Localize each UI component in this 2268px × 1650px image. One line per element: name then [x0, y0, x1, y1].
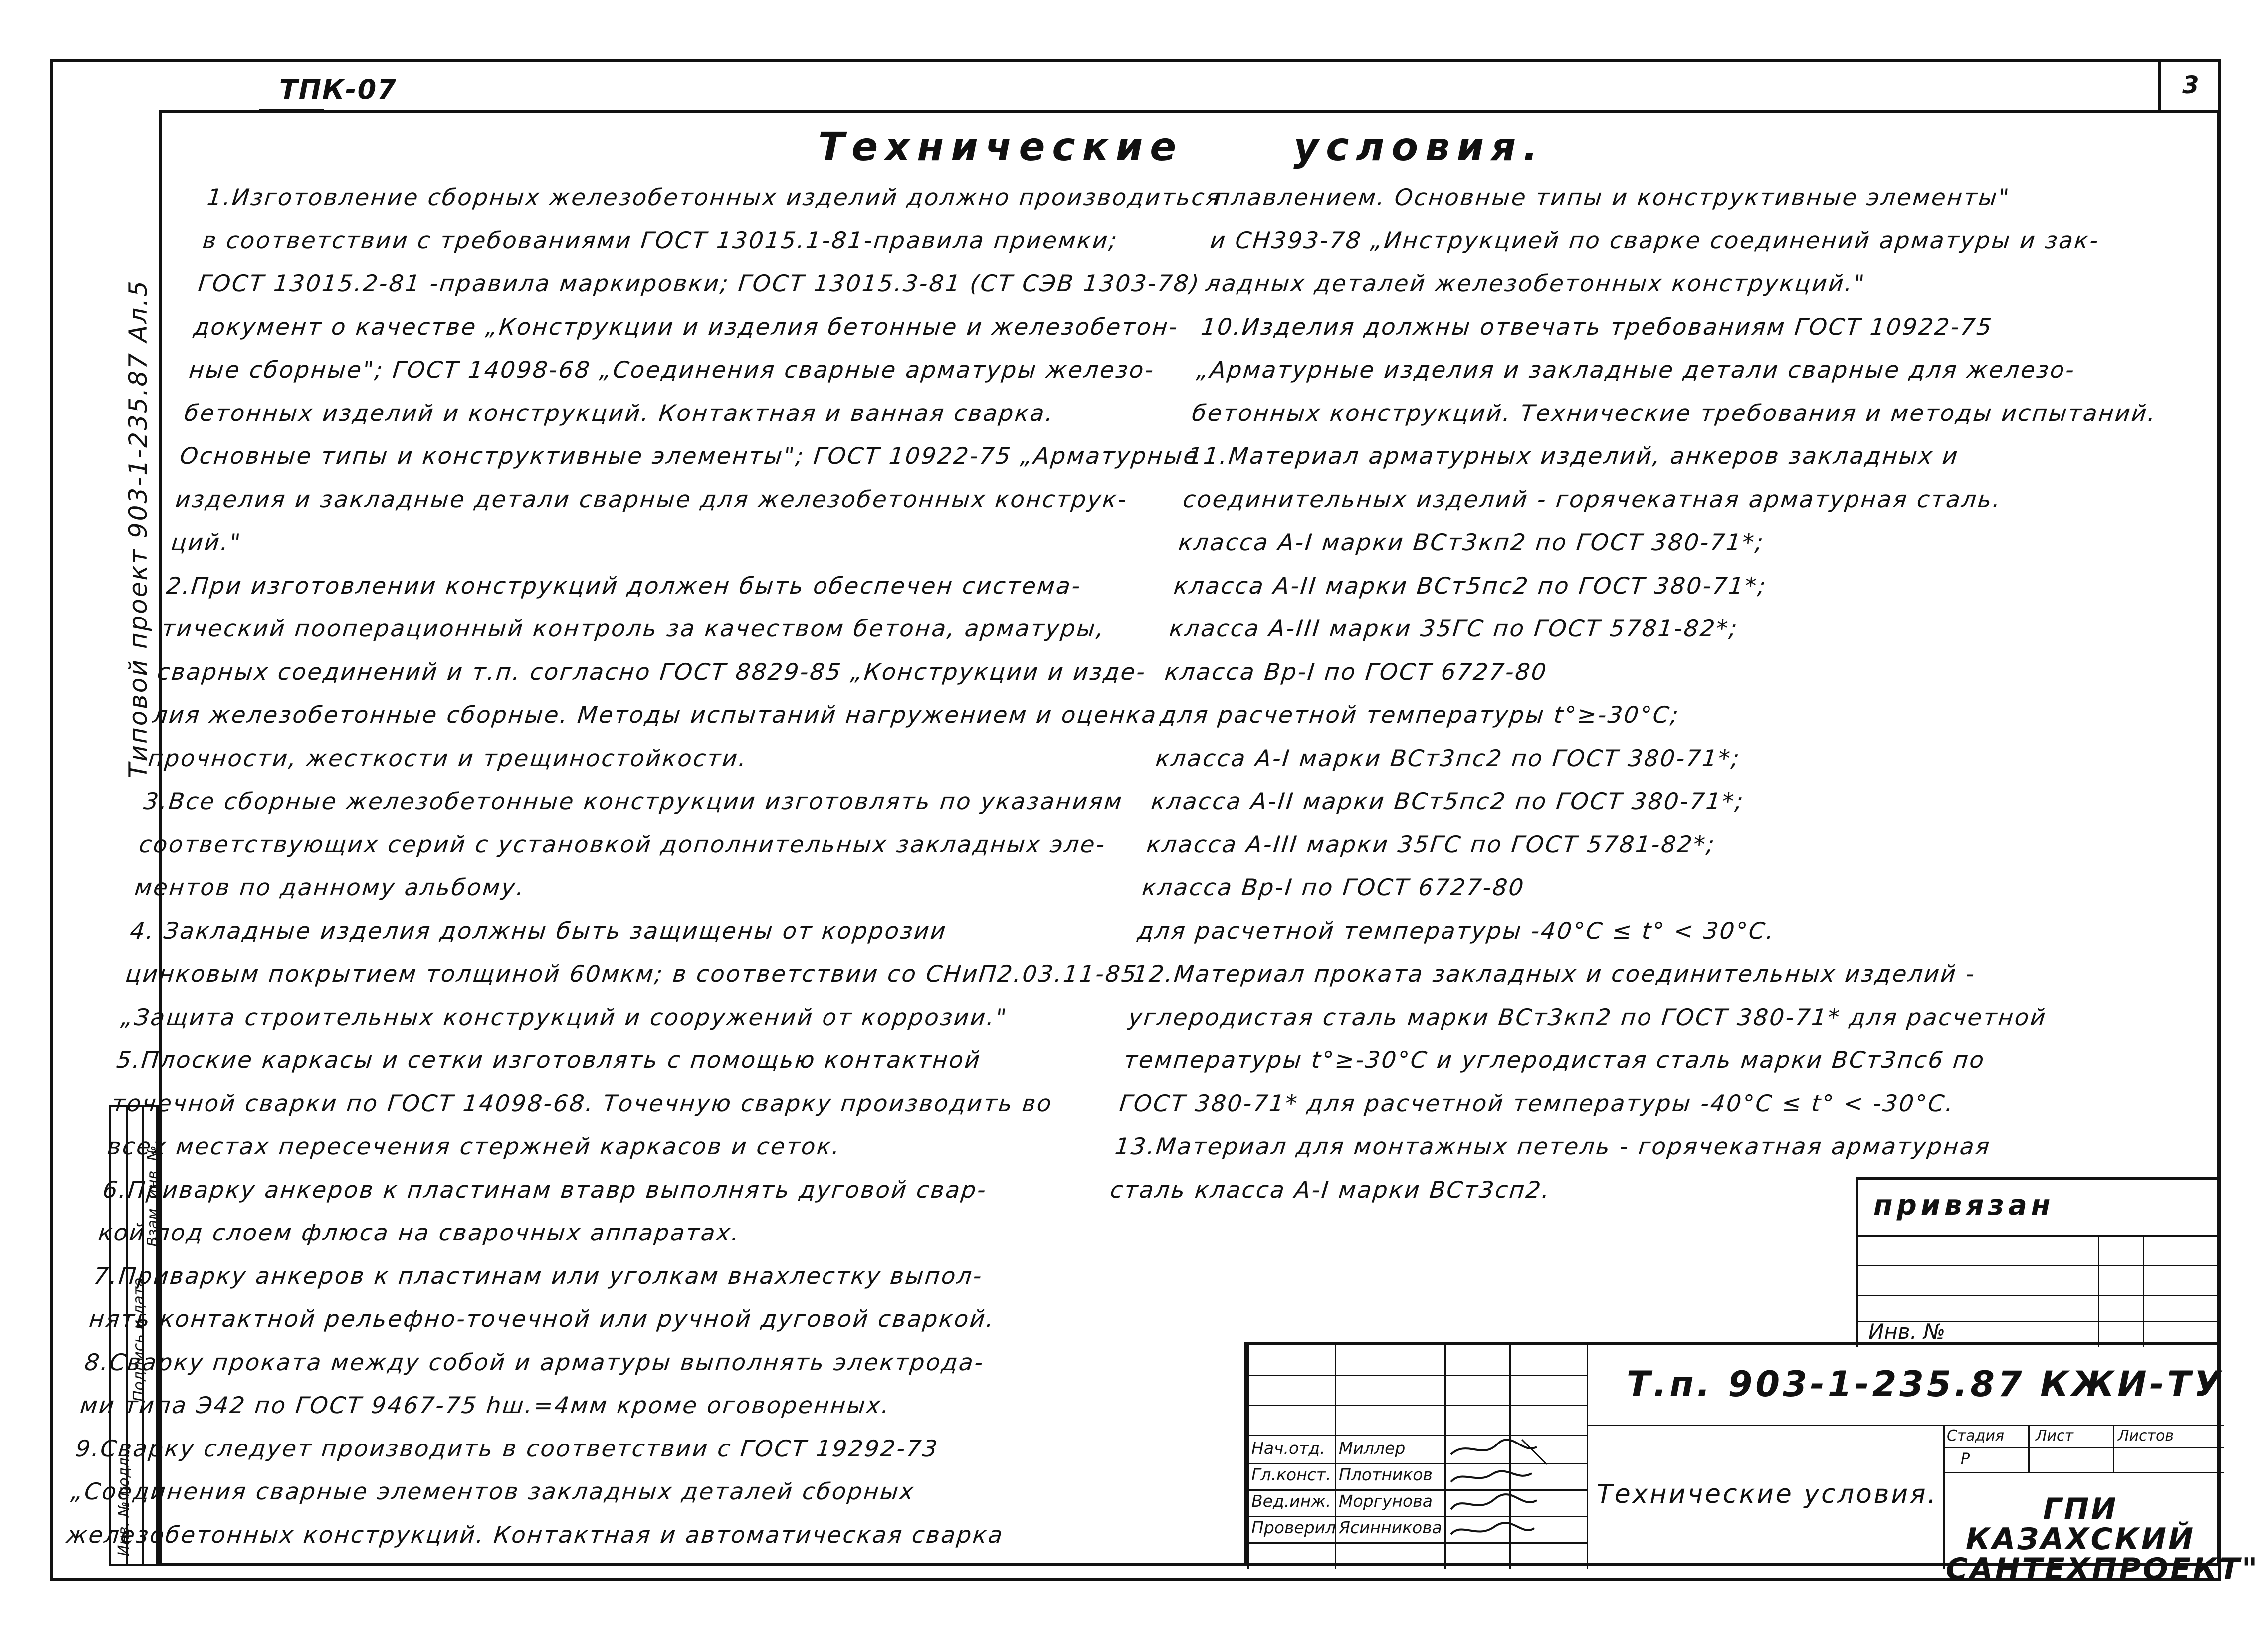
text-line: 5.Плоские каркасы и сетки изготовлять с помощью контактной — [115, 1046, 983, 1073]
text-line: кой под слоем флюса на сварочных аппаратах. — [97, 1219, 742, 1246]
text-line: 11.Материал арматурных изделий, анкеров закладных и — [1186, 442, 1961, 469]
text-line: изделия и закладные детали сварные для железобетонных конструк- — [174, 485, 1129, 513]
tb-row-line — [1943, 1472, 2224, 1473]
title-block — [1244, 1342, 2260, 1587]
strip-label-vzam-inv: Взам. инв. № — [144, 1145, 162, 1247]
text-line: „Соединения сварные элементов закладных деталей сборных — [69, 1478, 917, 1505]
privyazan-block — [1856, 1177, 2221, 1347]
role-proveril: Проверил — [1251, 1518, 1336, 1537]
text-line: ные сборные"; ГОСТ 14098-68 „Соединения сварные арматуры железо- — [188, 356, 1156, 383]
name-miller: Миллер — [1339, 1439, 1406, 1458]
org-line-1: ГПИ — [2043, 1492, 2118, 1527]
text-line: тический пооперационный контроль за качеством бетона, арматуры, — [160, 615, 1107, 642]
text-line: температуры t°≥-30°С и углеродистая сталь марки ВСт3пс6 по — [1122, 1046, 1987, 1073]
name-plotnikov: Плотников — [1339, 1465, 1433, 1484]
name-yasinnikova: Ясинникова — [1339, 1518, 1442, 1537]
privyazan-row-line — [1858, 1235, 2221, 1237]
role-nach-otd: Нач.отд. — [1251, 1439, 1325, 1458]
tb-col-line — [1587, 1345, 1588, 1569]
text-line: нять контактной рельефно-точечной или ручной дуговой сваркой. — [88, 1305, 997, 1332]
text-line: 13.Материал для монтажных петель - горячекатная арматурная — [1113, 1133, 1993, 1160]
text-line: класса Вр-I по ГОСТ 6727-80 — [1141, 874, 1526, 901]
text-line: класса А-I марки ВСт3пс2 по ГОСТ 380-71*; — [1154, 744, 1742, 772]
name-morgunova: Моргунова — [1339, 1491, 1433, 1511]
text-line: „Арматурные изделия и закладные детали сварные для железо- — [1195, 356, 2077, 383]
tb-col-line — [1444, 1345, 1446, 1569]
text-line: „Защита строительных конструкций и сооружений от коррозии." — [119, 1003, 1009, 1031]
text-line: 8.Сварку проката между собой и арматуры выполнять электрода- — [83, 1348, 986, 1376]
text-line: лия железобетонные сборные. Методы испытаний нагружением и оценка — [151, 701, 1159, 728]
privyazan-title: привязан — [1873, 1189, 2055, 1222]
text-line: углеродистая сталь марки ВСт3кп2 по ГОСТ 380-71* для расчетной — [1127, 1003, 2049, 1031]
text-line: 12.Материал проката закладных и соединительных изделий - — [1131, 960, 1977, 987]
text-line: документ о качестве „Конструкции и изделия бетонные и железобетон- — [192, 313, 1180, 340]
text-line: Основные типы и конструктивные элементы"; ГОСТ 10922-75 „Арматурные — [179, 442, 1201, 469]
stage-label: Стадия — [1947, 1427, 2005, 1444]
text-line: бетонных изделий и конструкций. Контактная и ванная сварка. — [183, 399, 1056, 426]
text-line: 6.Приварку анкеров к пластинам втавр выполнять дуговой свар- — [101, 1176, 989, 1203]
strip-label-signature-date: Подпись и дата — [130, 1277, 148, 1402]
text-line: 2.При изготовлении конструкций должен быть обеспечен система- — [165, 572, 1083, 599]
text-line: в соответствии с требованиями ГОСТ 13015.1-81-правила приемки; — [201, 226, 1120, 254]
text-line: всех местах пересечения стержней каркасов и сеток. — [106, 1133, 842, 1160]
role-gl-konst: Гл.конст. — [1251, 1465, 1331, 1484]
signatures-image — [1447, 1435, 1577, 1544]
text-line: 4. Закладные изделия должны быть защищены от коррозии — [129, 917, 949, 944]
text-line: 1.Изготовление сборных железобетонных изделий должно производиться — [206, 184, 1223, 210]
sheet-number: 3 — [2158, 59, 2221, 112]
right-text-column — [1108, 176, 2195, 1211]
text-line: для расчетной температуры -40°С ≤ t° < 30°С. — [1136, 917, 1777, 944]
text-line: 7.Приварку анкеров к пластинам или уголкам внахлестку выпол- — [92, 1262, 985, 1289]
text-line: 10.Изделия должны отвечать требованиям ГОСТ 10922-75 — [1200, 313, 1995, 340]
sheet-label: Лист — [2036, 1427, 2074, 1444]
org-line-2: КАЗАХСКИЙ — [1965, 1522, 2196, 1557]
text-line: ций." — [169, 529, 243, 556]
text-line: соответствующих серий с установкой дополнительных закладных эле- — [138, 830, 1108, 858]
text-line: класса А-III марки 35ГС по ГОСТ 5781-82*; — [1145, 830, 1717, 858]
left-text-column — [64, 176, 1247, 1556]
tb-col-line — [1943, 1425, 1945, 1569]
text-line: класса А-II марки ВСт5пс2 по ГОСТ 380-71*; — [1150, 788, 1746, 815]
text-line: соединительных изделий - горячекатная арматурная сталь. — [1182, 485, 2003, 513]
text-line: класса А-II марки ВСт5пс2 по ГОСТ 380-71*; — [1172, 572, 1769, 599]
strip-label-inv-podl: Инв. № подл. — [115, 1453, 133, 1556]
role-ved-inzh: Вед.инж. — [1251, 1491, 1331, 1511]
privyazan-col-line — [2098, 1235, 2099, 1347]
text-line: точечной сварки по ГОСТ 14098-68. Точечную сварку производить во — [110, 1089, 1054, 1117]
text-line: сталь класса А-I марки ВСт3сп2. — [1109, 1176, 1553, 1203]
left-stamp-strip — [109, 1105, 162, 1566]
side-project-label: Типовой проект 903-1-235.87 Ал.5 — [124, 279, 153, 778]
text-line: класса Вр-I по ГОСТ 6727-80 — [1163, 658, 1549, 685]
organization-name — [1946, 1492, 2260, 1587]
text-line: 9.Сварку следует производить в соответствии с ГОСТ 19292-73 — [74, 1435, 940, 1462]
text-line: и СН393-78 „Инструкцией по сварке соединений арматуры и зак- — [1209, 226, 2101, 254]
tb-row-line — [1587, 1425, 2224, 1426]
text-line: ми типа Э42 по ГОСТ 9467-75 hш.=4мм кроме оговоренных. — [79, 1392, 892, 1419]
text-line: класса А-I марки ВСт3кп2 по ГОСТ 380-71*; — [1177, 529, 1766, 556]
org-line-3: САНТЕХПРОЕКТ" — [1946, 1552, 2260, 1587]
text-line: железобетонных конструкций. Контактная и автоматическая сварка — [65, 1521, 1006, 1548]
text-line: сварных соединений и т.п. согласно ГОСТ 8829-85 „Конструкции и изде- — [156, 658, 1148, 685]
text-line: плавлением. Основные типы и конструктивные элементы" — [1213, 184, 2012, 210]
document-code: Т.п. 903-1-235.87 КЖИ-ТУ — [1627, 1364, 2224, 1405]
tb-row-line — [1943, 1447, 2224, 1448]
corner-mark-underline — [259, 109, 324, 111]
text-line: 3.Все сборные железобетонные конструкции изготовлять по указаниям — [142, 788, 1125, 815]
tb-row-line — [1247, 1405, 1587, 1406]
page-title: Технические условия. — [818, 125, 1545, 170]
privyazan-row-line — [1858, 1295, 2221, 1296]
text-line: цинковым покрытием толщиной 60мкм; в соответствии со СНиП2.03.11-85 — [124, 960, 1139, 987]
text-line: ладных деталей железобетонных конструкций." — [1204, 270, 1867, 297]
text-line: ментов по данному альбому. — [133, 874, 527, 901]
privyazan-col-line — [2143, 1235, 2144, 1347]
privyazan-inv-label: Инв. № — [1868, 1319, 1946, 1344]
document-name: Технические условия. — [1597, 1479, 1938, 1509]
text-line: ГОСТ 380-71* для расчетной температуры -40°С ≤ t° < -30°С. — [1118, 1089, 1956, 1117]
text-line: бетонных конструкций. Технические требования и методы испытаний. — [1191, 399, 2159, 426]
stage-value: Р — [1961, 1450, 1970, 1468]
text-line: прочности, жесткости и трещиностойкости. — [147, 744, 749, 772]
text-line: класса А-III марки 35ГС по ГОСТ 5781-82*; — [1168, 615, 1740, 642]
sheets-label: Листов — [2118, 1427, 2174, 1444]
text-line: ГОСТ 13015.2-81 -правила маркировки; ГОСТ 13015.3-81 (СТ СЭВ 1303-78) - — [197, 270, 1221, 297]
tb-row-line — [1247, 1375, 1587, 1376]
text-line: для расчетной температуры t°≥-30°С; — [1159, 701, 1681, 728]
corner-mark: ТПК-07 — [279, 74, 397, 105]
privyazan-row-line — [1858, 1265, 2221, 1266]
